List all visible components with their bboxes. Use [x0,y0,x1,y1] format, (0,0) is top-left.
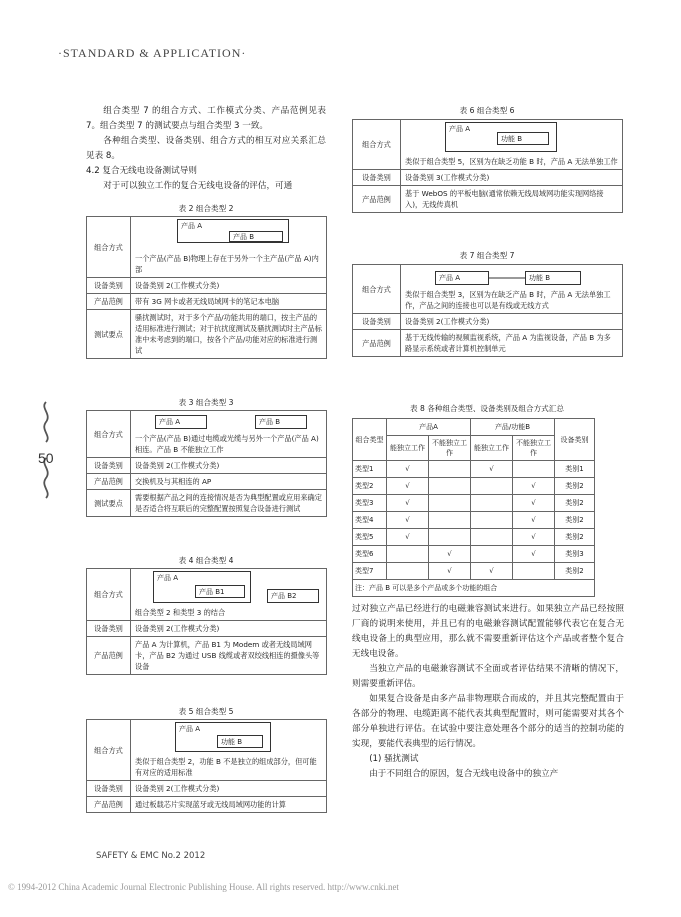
table-2-caption: 表 2 组合类型 2 [178,204,234,213]
table-6 [352,119,623,213]
combo-cell [131,720,327,781]
product-a-box: 产品 A [175,722,271,752]
table-7-caption: 表 7 组合类型 7 [459,251,515,260]
table-row [353,546,595,563]
combo-description: 类似于组合类型 3，区别为在缺乏产品 B 时，产品 A 无法单独工作，产品之间的连接也可以是有线或无线方式 [405,290,611,310]
category-cell: 类别2 [555,529,595,546]
combo-cell [131,569,327,621]
header-product-a: 产品A [387,419,471,436]
header-independent: 能独立工作 [471,436,513,461]
table-5 [86,719,327,813]
testpoints-cell: 需要根据产品之间的连接情况是否为典型配置或应用来确定是否适合将互联后的完整配置按照复合设备进行测试 [131,490,327,517]
row-label: 产品范例 [87,797,131,813]
category-cell: 设备类别 2(工作模式分类) [131,458,327,474]
check-cell [471,546,513,563]
table-3 [86,410,327,517]
combo-diagram [135,722,322,756]
example-cell: 产品 A 为计算机，产品 B1 为 Modem 或者无线局域网卡，产品 B2 为通过 USB 线缆或者双绞线相连的摄像头等设备 [131,637,327,675]
check-cell: √ [513,478,555,495]
check-cell: √ [387,495,429,512]
type-cell: 类型1 [353,461,387,478]
category-cell: 类别2 [555,478,595,495]
category-cell: 类别2 [555,563,595,580]
example-cell: 基于无线传输的视频监视系统，产品 A 为监视设备，产品 B 为多路显示系统或者计算机控制单元 [401,330,623,357]
example-cell: 基于 WebOS 的平板电脑(通常依赖无线局域网功能实现网络接入)，无线传真机 [401,186,623,213]
combo-cell [401,265,623,314]
combo-description: 一个产品(产品 B)通过电缆或光缆与另外一个产品(产品 A)相连。产品 B 不能独立工作 [135,434,319,454]
table-row [353,461,595,478]
paragraph: 对于可以独立工作的复合无线电设备的评估，可通 [103,181,293,191]
table-4-caption: 表 4 组合类型 4 [178,556,234,565]
check-cell: √ [513,529,555,546]
check-cell [429,529,471,546]
product-a-box: 产品 A [177,219,289,243]
row-label: 组合方式 [87,720,131,781]
paragraph: 组合类型 7 的组合方式、工作模式分类、产品范例见表 7。组合类型 7 的测试要点与组合类型 3 一致。 [86,106,326,131]
table-8 [352,418,595,597]
paragraph: 各种组合类型、设备类别、组合方式的相互对应关系汇总见表 8。 [86,136,326,161]
table-row [353,563,595,580]
check-cell [429,495,471,512]
right-body-text [352,602,624,782]
product-a-box: 产品 A [153,571,251,603]
combo-description: 组合类型 2 和类型 3 的结合 [135,608,226,617]
combo-diagram [405,267,618,289]
category-cell: 设备类别 3(工作模式分类) [401,170,623,186]
row-label: 产品范例 [87,474,131,490]
function-b-box: 功能 B [525,271,581,285]
category-cell: 类别2 [555,495,595,512]
table-note: 注：产品 B 可以是多个产品或多个功能的组合 [353,580,595,597]
function-b-box: 功能 B [497,132,549,145]
product-b1-box: 产品 B1 [195,585,245,598]
table-3-caption: 表 3 组合类型 3 [178,398,234,407]
testpoints-cell: 骚扰测试时，对于多个产品/功能共用的端口，按主产品的适用标准进行测试；对于抗扰度测试及骚扰测试时主产品标准中未考虑到的端口，按各个产品/功能对应的标准进行测试 [131,310,327,359]
copyright-notice: © 1994-2012 China Academic Journal Electronic Publishing House. All rights reserved. http://www.cnki.net [8,882,399,892]
type-cell: 类型4 [353,512,387,529]
header-independent: 能独立工作 [387,436,429,461]
row-label: 测试要点 [87,310,131,359]
table-row [353,495,595,512]
header-type: 组合类型 [353,419,387,461]
table-row [353,529,595,546]
header-not-independent: 不能独立工作 [429,436,471,461]
connection-line [489,277,525,279]
paragraph: 当独立产品的电磁兼容测试不全面或者评估结果不清晰的情况下，则需要重新评估。 [352,664,624,689]
function-b-box: 功能 B [217,735,263,748]
product-a-box: 产品 A [435,271,489,285]
row-label: 组合方式 [87,217,131,278]
table-4 [86,568,327,675]
category-cell: 设备类别 2(工作模式分类) [131,621,327,637]
check-cell: √ [429,563,471,580]
example-cell: 交换机及与其相连的 AP [131,474,327,490]
type-cell: 类型2 [353,478,387,495]
table-8-caption: 表 8 各种组合类型、设备类别及组合方式汇总 [410,404,564,413]
footer-journal: SAFETY & EMC No.2 2012 [96,851,206,861]
table-row [353,512,595,529]
example-cell: 通过板载芯片实现蓝牙或无线局域网功能的计算 [131,797,327,813]
header-not-independent: 不能独立工作 [513,436,555,461]
row-label: 组合方式 [353,120,401,170]
paragraph: 由于不同组合的原因，复合无线电设备中的独立产 [369,769,559,779]
left-intro-text [86,104,326,194]
table-row [353,478,595,495]
check-cell [429,461,471,478]
table-5-caption: 表 5 组合类型 5 [178,707,234,716]
type-cell: 类型5 [353,529,387,546]
table-7 [352,264,623,357]
row-label: 设备类别 [87,781,131,797]
combo-diagram [405,122,618,156]
check-cell [387,563,429,580]
product-b-box: 产品 B [229,231,283,242]
row-label: 产品范例 [87,294,131,310]
check-cell [429,478,471,495]
category-cell: 设备类别 2(工作模式分类) [401,314,623,330]
check-cell [471,512,513,529]
combo-cell [131,217,327,278]
check-cell: √ [513,546,555,563]
product-b2-box: 产品 B2 [267,589,319,603]
type-cell: 类型6 [353,546,387,563]
row-label: 组合方式 [353,265,401,314]
check-cell: √ [387,529,429,546]
row-label: 产品范例 [353,330,401,357]
table-2 [86,216,327,359]
check-cell [513,461,555,478]
row-label: 设备类别 [87,621,131,637]
row-label: 设备类别 [87,458,131,474]
check-cell [471,478,513,495]
check-cell [387,546,429,563]
check-cell: √ [387,461,429,478]
check-cell: √ [471,461,513,478]
row-label: 产品范例 [353,186,401,213]
type-cell: 类型7 [353,563,387,580]
paragraph: 过对独立产品已经进行的电磁兼容测试来进行。如果独立产品已经按照厂商的说明来使用，并且已有的电磁兼容测试配置能够代表它在复合无线电设备上的典型应用，那么就不需要重新评估这个产品或者整个复合无线电设备。 [352,604,624,659]
example-cell: 带有 3G 网卡或者无线局域网卡的笔记本电脑 [131,294,327,310]
check-cell [429,512,471,529]
combo-description: 类似于组合类型 5，区别为在缺乏功能 B 时，产品 A 无法单独工作 [405,157,618,166]
row-label: 设备类别 [87,278,131,294]
check-cell [513,563,555,580]
check-cell: √ [429,546,471,563]
sub-heading: (1) 骚扰测试 [369,754,419,764]
section-heading: 4.2 复合无线电设备测试导则 [86,166,197,176]
combo-description: 类似于组合类型 2，功能 B 不是独立的组成部分，但可能有对应的适用标准 [135,757,317,777]
row-label: 设备类别 [353,314,401,330]
category-cell: 类别2 [555,512,595,529]
row-label: 产品范例 [87,637,131,675]
check-cell [471,529,513,546]
paragraph: 如果复合设备是由多产品非物理联合而成的，并且其完整配置由于各部分的物理、电缆距离不能代表其典型配置时，则可能需要对其各个部分单独进行评估。在试验中要注意处理各个部分的适当的控制功能的实现，要能代表典型的运行情况。 [352,694,624,749]
header-product-b: 产品/功能B [471,419,555,436]
row-label: 设备类别 [353,170,401,186]
type-cell: 类型3 [353,495,387,512]
check-cell: √ [387,512,429,529]
combo-cell [401,120,623,170]
check-cell [471,495,513,512]
category-cell: 类别3 [555,546,595,563]
product-b-box: 产品 B [255,415,307,429]
header-category: 设备类别 [555,419,595,461]
combo-description: 一个产品(产品 B)物理上存在于另外一个主产品(产品 A)内部 [135,254,319,274]
product-a-box: 产品 A [445,122,557,152]
check-cell: √ [513,495,555,512]
check-cell: √ [513,512,555,529]
category-cell: 类别1 [555,461,595,478]
check-cell: √ [387,478,429,495]
category-cell: 设备类别 2(工作模式分类) [131,278,327,294]
combo-diagram [135,571,322,607]
combo-diagram [135,413,322,433]
check-cell: √ [471,563,513,580]
page-number: 50 [38,450,54,466]
combo-diagram [135,219,322,253]
running-header: ·STANDARD & APPLICATION· [58,46,247,60]
product-a-box: 产品 A [155,415,207,429]
table-6-caption: 表 6 组合类型 6 [459,106,515,115]
row-label: 组合方式 [87,411,131,458]
category-cell: 设备类别 2(工作模式分类) [131,781,327,797]
row-label: 组合方式 [87,569,131,621]
combo-cell [131,411,327,458]
row-label: 测试要点 [87,490,131,517]
